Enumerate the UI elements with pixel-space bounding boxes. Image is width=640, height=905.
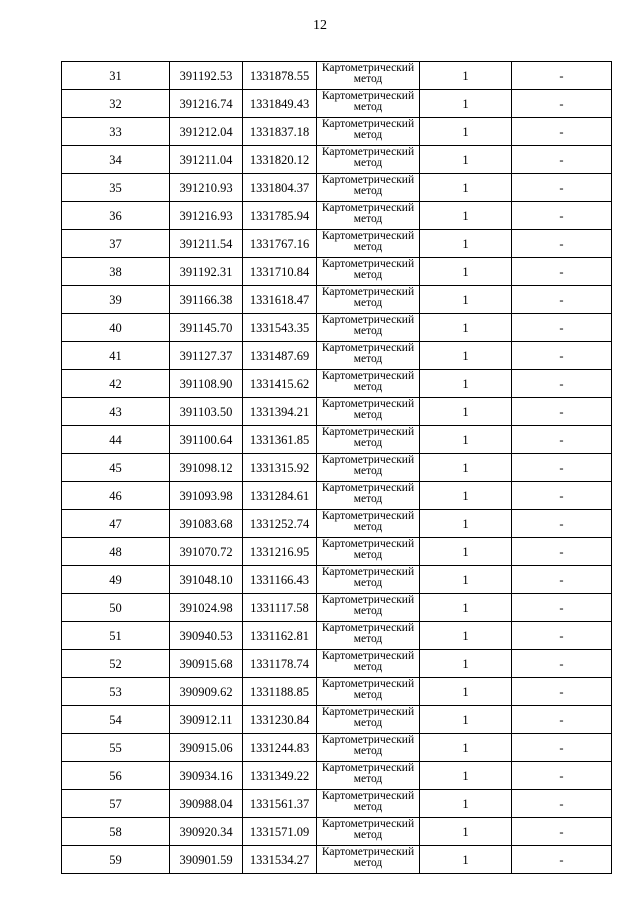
y-coordinate-cell: 1331543.35 [243, 314, 317, 342]
method-line-2: метод [353, 213, 383, 225]
accuracy-cell: 1 [420, 790, 512, 818]
method-line-1: Картометрический [321, 622, 415, 634]
x-coordinate-cell: 391098.12 [170, 454, 243, 482]
accuracy-cell: 1 [420, 454, 512, 482]
method-cell [317, 454, 420, 482]
method-cell [317, 62, 420, 90]
table-row [62, 734, 612, 762]
method-line-2: метод [353, 857, 383, 869]
table-row [62, 118, 612, 146]
x-coordinate-cell: 390909.62 [170, 678, 243, 706]
coordinates-table [61, 61, 612, 874]
table-row [62, 650, 612, 678]
y-coordinate-cell: 1331166.43 [243, 566, 317, 594]
method-cell [317, 286, 420, 314]
description-cell: - [512, 594, 612, 622]
table-row [62, 454, 612, 482]
x-coordinate-cell: 391212.04 [170, 118, 243, 146]
description-cell: - [512, 510, 612, 538]
x-coordinate-cell: 391166.38 [170, 286, 243, 314]
x-coordinate-cell: 391083.68 [170, 510, 243, 538]
x-coordinate-cell: 391048.10 [170, 566, 243, 594]
y-coordinate-cell: 1331252.74 [243, 510, 317, 538]
y-coordinate-cell: 1331487.69 [243, 342, 317, 370]
point-number-cell: 39 [62, 286, 170, 314]
y-coordinate-cell: 1331710.84 [243, 258, 317, 286]
method-line-1: Картометрический [321, 566, 415, 578]
accuracy-cell: 1 [420, 762, 512, 790]
table-row [62, 426, 612, 454]
method-cell [317, 314, 420, 342]
y-coordinate-cell: 1331618.47 [243, 286, 317, 314]
point-number-cell: 45 [62, 454, 170, 482]
point-number-cell: 32 [62, 90, 170, 118]
coordinates-table-body [62, 62, 612, 874]
x-coordinate-cell: 390988.04 [170, 790, 243, 818]
accuracy-cell: 1 [420, 398, 512, 426]
method-cell [317, 846, 420, 874]
description-cell: - [512, 734, 612, 762]
table-row [62, 762, 612, 790]
method-cell [317, 482, 420, 510]
table-row [62, 202, 612, 230]
point-number-cell: 55 [62, 734, 170, 762]
method-cell [317, 538, 420, 566]
method-line-2: метод [353, 129, 383, 141]
page-number: 12 [313, 18, 327, 33]
point-number-cell: 49 [62, 566, 170, 594]
x-coordinate-cell: 390920.34 [170, 818, 243, 846]
method-cell [317, 566, 420, 594]
method-line-1: Картометрический [321, 594, 415, 606]
method-cell [317, 342, 420, 370]
point-number-cell: 52 [62, 650, 170, 678]
method-cell [317, 706, 420, 734]
accuracy-cell: 1 [420, 622, 512, 650]
x-coordinate-cell: 390934.16 [170, 762, 243, 790]
method-line-1: Картометрический [321, 426, 415, 438]
point-number-cell: 53 [62, 678, 170, 706]
x-coordinate-cell: 391211.54 [170, 230, 243, 258]
table-row [62, 258, 612, 286]
method-line-2: метод [353, 325, 383, 337]
accuracy-cell: 1 [420, 146, 512, 174]
x-coordinate-cell: 390915.06 [170, 734, 243, 762]
method-line-2: метод [353, 101, 383, 113]
method-line-2: метод [353, 437, 383, 449]
table-row [62, 146, 612, 174]
method-cell [317, 202, 420, 230]
point-number-cell: 43 [62, 398, 170, 426]
accuracy-cell: 1 [420, 846, 512, 874]
x-coordinate-cell: 391216.93 [170, 202, 243, 230]
accuracy-cell: 1 [420, 62, 512, 90]
y-coordinate-cell: 1331561.37 [243, 790, 317, 818]
table-row [62, 622, 612, 650]
method-line-1: Картометрический [321, 482, 415, 494]
method-cell [317, 174, 420, 202]
point-number-cell: 35 [62, 174, 170, 202]
accuracy-cell: 1 [420, 706, 512, 734]
x-coordinate-cell: 391210.93 [170, 174, 243, 202]
method-cell [317, 230, 420, 258]
method-line-1: Картометрический [321, 734, 415, 746]
method-line-1: Картометрический [321, 706, 415, 718]
accuracy-cell: 1 [420, 482, 512, 510]
y-coordinate-cell: 1331878.55 [243, 62, 317, 90]
accuracy-cell: 1 [420, 538, 512, 566]
table-row [62, 846, 612, 874]
x-coordinate-cell: 391216.74 [170, 90, 243, 118]
y-coordinate-cell: 1331820.12 [243, 146, 317, 174]
method-line-2: метод [353, 577, 383, 589]
point-number-cell: 47 [62, 510, 170, 538]
accuracy-cell: 1 [420, 286, 512, 314]
x-coordinate-cell: 391070.72 [170, 538, 243, 566]
method-line-2: метод [353, 157, 383, 169]
table-row [62, 398, 612, 426]
y-coordinate-cell: 1331178.74 [243, 650, 317, 678]
description-cell: - [512, 566, 612, 594]
accuracy-cell: 1 [420, 314, 512, 342]
accuracy-cell: 1 [420, 258, 512, 286]
method-line-2: метод [353, 409, 383, 421]
y-coordinate-cell: 1331284.61 [243, 482, 317, 510]
x-coordinate-cell: 390912.11 [170, 706, 243, 734]
accuracy-cell: 1 [420, 566, 512, 594]
method-line-1: Картометрический [321, 230, 415, 242]
accuracy-cell: 1 [420, 230, 512, 258]
description-cell: - [512, 62, 612, 90]
method-line-2: метод [353, 801, 383, 813]
method-cell [317, 818, 420, 846]
method-line-2: метод [353, 689, 383, 701]
y-coordinate-cell: 1331230.84 [243, 706, 317, 734]
description-cell: - [512, 146, 612, 174]
method-line-1: Картометрический [321, 538, 415, 550]
method-cell [317, 370, 420, 398]
point-number-cell: 38 [62, 258, 170, 286]
table-row [62, 538, 612, 566]
table-row [62, 678, 612, 706]
method-line-1: Картометрический [321, 370, 415, 382]
point-number-cell: 48 [62, 538, 170, 566]
method-line-2: метод [353, 73, 383, 85]
method-line-1: Картометрический [321, 118, 415, 130]
method-cell [317, 622, 420, 650]
point-number-cell: 36 [62, 202, 170, 230]
description-cell: - [512, 482, 612, 510]
description-cell: - [512, 314, 612, 342]
accuracy-cell: 1 [420, 342, 512, 370]
description-cell: - [512, 538, 612, 566]
point-number-cell: 50 [62, 594, 170, 622]
y-coordinate-cell: 1331785.94 [243, 202, 317, 230]
method-cell [317, 678, 420, 706]
y-coordinate-cell: 1331349.22 [243, 762, 317, 790]
description-cell: - [512, 454, 612, 482]
description-cell: - [512, 706, 612, 734]
method-line-2: метод [353, 549, 383, 561]
table-row [62, 286, 612, 314]
point-number-cell: 46 [62, 482, 170, 510]
method-line-1: Картометрический [321, 314, 415, 326]
y-coordinate-cell: 1331804.37 [243, 174, 317, 202]
description-cell: - [512, 230, 612, 258]
point-number-cell: 57 [62, 790, 170, 818]
y-coordinate-cell: 1331767.16 [243, 230, 317, 258]
x-coordinate-cell: 391093.98 [170, 482, 243, 510]
method-line-1: Картометрический [321, 90, 415, 102]
accuracy-cell: 1 [420, 818, 512, 846]
method-line-2: метод [353, 745, 383, 757]
table-row [62, 818, 612, 846]
y-coordinate-cell: 1331117.58 [243, 594, 317, 622]
table-row [62, 90, 612, 118]
y-coordinate-cell: 1331837.18 [243, 118, 317, 146]
accuracy-cell: 1 [420, 118, 512, 146]
description-cell: - [512, 678, 612, 706]
method-cell [317, 510, 420, 538]
table-row [62, 566, 612, 594]
method-line-1: Картометрический [321, 846, 415, 858]
method-line-1: Картометрический [321, 510, 415, 522]
accuracy-cell: 1 [420, 174, 512, 202]
table-row [62, 370, 612, 398]
method-cell [317, 90, 420, 118]
y-coordinate-cell: 1331216.95 [243, 538, 317, 566]
y-coordinate-cell: 1331394.21 [243, 398, 317, 426]
table-row [62, 594, 612, 622]
point-number-cell: 41 [62, 342, 170, 370]
description-cell: - [512, 202, 612, 230]
point-number-cell: 56 [62, 762, 170, 790]
method-line-1: Картометрический [321, 818, 415, 830]
method-line-2: метод [353, 353, 383, 365]
method-line-1: Картометрический [321, 650, 415, 662]
method-line-1: Картометрический [321, 202, 415, 214]
point-number-cell: 51 [62, 622, 170, 650]
method-line-2: метод [353, 493, 383, 505]
y-coordinate-cell: 1331162.81 [243, 622, 317, 650]
x-coordinate-cell: 391100.64 [170, 426, 243, 454]
method-line-2: метод [353, 381, 383, 393]
method-cell [317, 258, 420, 286]
method-line-2: метод [353, 717, 383, 729]
point-number-cell: 37 [62, 230, 170, 258]
method-line-1: Картометрический [321, 62, 415, 74]
method-line-1: Картометрический [321, 174, 415, 186]
accuracy-cell: 1 [420, 202, 512, 230]
y-coordinate-cell: 1331534.27 [243, 846, 317, 874]
accuracy-cell: 1 [420, 510, 512, 538]
table-row [62, 62, 612, 90]
method-line-1: Картометрический [321, 258, 415, 270]
table-row [62, 230, 612, 258]
point-number-cell: 54 [62, 706, 170, 734]
method-cell [317, 118, 420, 146]
point-number-cell: 40 [62, 314, 170, 342]
y-coordinate-cell: 1331361.85 [243, 426, 317, 454]
method-line-2: метод [353, 605, 383, 617]
point-number-cell: 33 [62, 118, 170, 146]
x-coordinate-cell: 391024.98 [170, 594, 243, 622]
method-line-2: метод [353, 661, 383, 673]
method-line-2: метод [353, 829, 383, 841]
accuracy-cell: 1 [420, 90, 512, 118]
method-line-1: Картометрический [321, 398, 415, 410]
table-row [62, 314, 612, 342]
table-row [62, 706, 612, 734]
table-row [62, 342, 612, 370]
accuracy-cell: 1 [420, 734, 512, 762]
method-line-2: метод [353, 185, 383, 197]
point-number-cell: 34 [62, 146, 170, 174]
method-cell [317, 426, 420, 454]
x-coordinate-cell: 391192.31 [170, 258, 243, 286]
description-cell: - [512, 90, 612, 118]
description-cell: - [512, 426, 612, 454]
description-cell: - [512, 398, 612, 426]
description-cell: - [512, 790, 612, 818]
y-coordinate-cell: 1331188.85 [243, 678, 317, 706]
y-coordinate-cell: 1331315.92 [243, 454, 317, 482]
y-coordinate-cell: 1331571.09 [243, 818, 317, 846]
accuracy-cell: 1 [420, 426, 512, 454]
x-coordinate-cell: 391108.90 [170, 370, 243, 398]
method-line-2: метод [353, 773, 383, 785]
method-line-2: метод [353, 241, 383, 253]
method-line-1: Картометрический [321, 342, 415, 354]
table-row [62, 482, 612, 510]
x-coordinate-cell: 391211.04 [170, 146, 243, 174]
point-number-cell: 59 [62, 846, 170, 874]
x-coordinate-cell: 391127.37 [170, 342, 243, 370]
description-cell: - [512, 818, 612, 846]
table-row [62, 510, 612, 538]
method-line-2: метод [353, 521, 383, 533]
point-number-cell: 44 [62, 426, 170, 454]
method-line-1: Картометрический [321, 454, 415, 466]
method-line-2: метод [353, 269, 383, 281]
method-cell [317, 650, 420, 678]
method-line-1: Картометрический [321, 286, 415, 298]
description-cell: - [512, 846, 612, 874]
accuracy-cell: 1 [420, 370, 512, 398]
x-coordinate-cell: 390940.53 [170, 622, 243, 650]
method-line-2: метод [353, 465, 383, 477]
y-coordinate-cell: 1331849.43 [243, 90, 317, 118]
method-cell [317, 594, 420, 622]
method-line-2: метод [353, 633, 383, 645]
accuracy-cell: 1 [420, 594, 512, 622]
x-coordinate-cell: 391145.70 [170, 314, 243, 342]
description-cell: - [512, 174, 612, 202]
description-cell: - [512, 650, 612, 678]
description-cell: - [512, 286, 612, 314]
method-cell [317, 762, 420, 790]
method-cell [317, 146, 420, 174]
method-line-1: Картометрический [321, 762, 415, 774]
method-line-1: Картометрический [321, 790, 415, 802]
x-coordinate-cell: 390915.68 [170, 650, 243, 678]
point-number-cell: 58 [62, 818, 170, 846]
method-cell [317, 398, 420, 426]
method-line-2: метод [353, 297, 383, 309]
description-cell: - [512, 622, 612, 650]
table-row [62, 790, 612, 818]
x-coordinate-cell: 390901.59 [170, 846, 243, 874]
x-coordinate-cell: 391103.50 [170, 398, 243, 426]
accuracy-cell: 1 [420, 650, 512, 678]
y-coordinate-cell: 1331244.83 [243, 734, 317, 762]
description-cell: - [512, 258, 612, 286]
table-row [62, 174, 612, 202]
point-number-cell: 42 [62, 370, 170, 398]
description-cell: - [512, 370, 612, 398]
x-coordinate-cell: 391192.53 [170, 62, 243, 90]
method-line-1: Картометрический [321, 678, 415, 690]
method-cell [317, 734, 420, 762]
y-coordinate-cell: 1331415.62 [243, 370, 317, 398]
method-cell [317, 790, 420, 818]
description-cell: - [512, 762, 612, 790]
accuracy-cell: 1 [420, 678, 512, 706]
description-cell: - [512, 118, 612, 146]
description-cell: - [512, 342, 612, 370]
point-number-cell: 31 [62, 62, 170, 90]
method-line-1: Картометрический [321, 146, 415, 158]
